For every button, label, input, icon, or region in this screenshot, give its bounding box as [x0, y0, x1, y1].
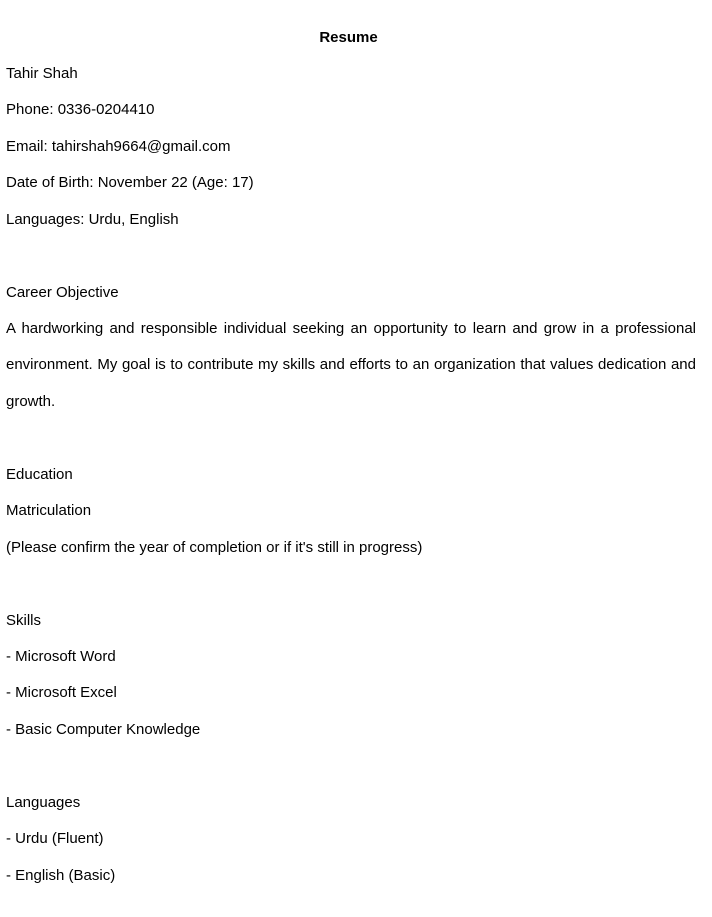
email-line: Email: tahirshah9664@gmail.com	[6, 137, 231, 155]
spacer	[6, 757, 696, 793]
skill-item: - Basic Computer Knowledge	[6, 720, 201, 738]
education-note: (Please confirm the year of completion or if it's still in progress)	[6, 538, 423, 556]
education-level: Matriculation	[6, 502, 92, 520]
language-item: - English (Basic)	[6, 866, 116, 884]
spacer	[6, 575, 696, 611]
skill-item: - Microsoft Excel	[6, 684, 117, 702]
education-heading: Education	[6, 465, 73, 483]
skill-item: - Microsoft Word	[6, 648, 116, 666]
resume-body	[6, 65, 696, 903]
spacer	[6, 247, 696, 283]
phone-line: Phone: 0336-0204410	[6, 101, 155, 119]
skills-heading: Skills	[6, 611, 42, 629]
career-objective-heading: Career Objective	[6, 283, 119, 301]
name-line: Tahir Shah	[6, 65, 78, 82]
spacer	[6, 429, 696, 465]
dob-line: Date of Birth: November 22 (Age: 17)	[6, 174, 254, 192]
resume-title: Resume	[319, 29, 378, 46]
languages-heading: Languages	[6, 793, 81, 811]
career-objective-text: A hardworking and responsible individual seeking an opportunity to learn and grow in a professional environment. My goal is to contribute my skills and efforts to an organization that values dedication and growth.	[6, 319, 696, 410]
languages-line: Languages: Urdu, English	[6, 210, 179, 228]
language-item: - Urdu (Fluent)	[6, 830, 104, 848]
